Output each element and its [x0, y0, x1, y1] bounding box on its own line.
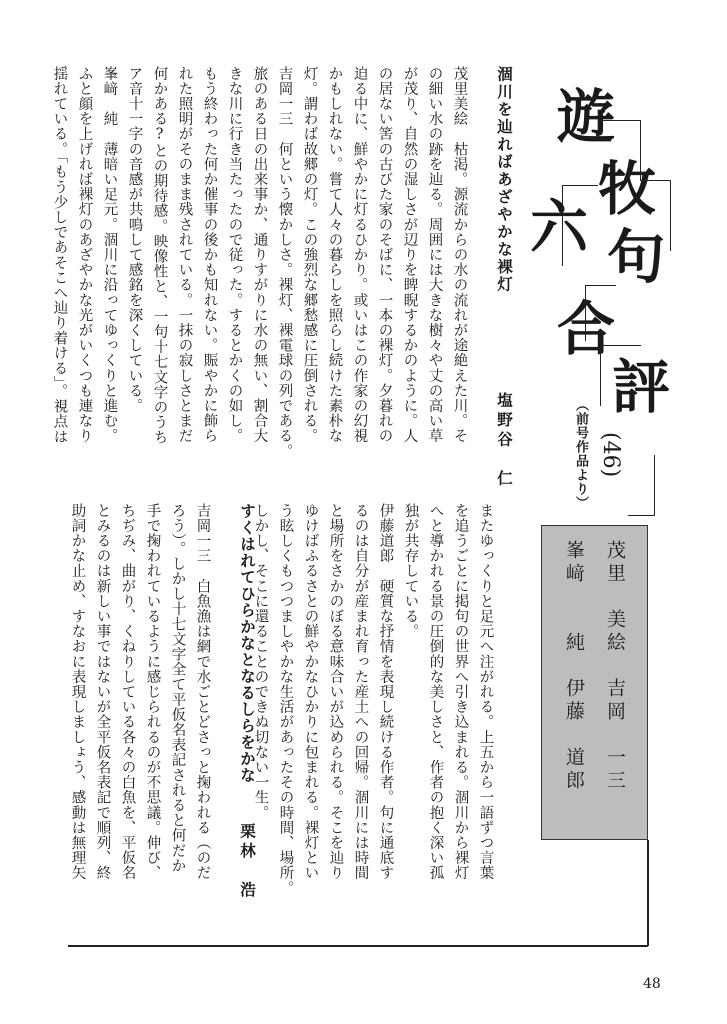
haiku-1: 涸川を辿ればあざやかな裸灯: [495, 66, 513, 294]
title-bracket-4: [585, 285, 616, 341]
commentary-1-line: かもしれない。嘗て人々の暮らしを照らし続けた素朴な: [326, 66, 343, 444]
haiku-1-poet: 塩野谷 仁: [495, 392, 513, 490]
title-bracket-1: [600, 120, 641, 181]
title-char-2: 牧: [598, 155, 657, 223]
page-number: 48: [643, 976, 661, 992]
commentary-1-line: 迫る中に、鮮やかに灯るひかり。或いはこの作家の幻視: [351, 66, 368, 444]
title-char-1: 遊: [557, 83, 616, 151]
commentary-3-line: 助詞かな止め、すなおに表現しましょう、感動は無理矢: [69, 503, 86, 881]
title-bracket-6: [628, 455, 655, 516]
commentary-1-line: 茂里美絵 枯渇。源流からの水の流れが途絶えた川。そ: [451, 66, 468, 444]
commentary-3-line: ちぢみ、曲がり、くねりしている各々の白魚を、平仮名: [119, 503, 136, 881]
haiku-2: すくはれてひらかなとなるしらをかな: [238, 503, 256, 784]
commentary-2-line: 独が共存している。: [402, 503, 419, 639]
commentary-1-line: もう終わった何か催事の後かも知れない。賑やかに飾ら: [201, 66, 218, 444]
author-names-line-2: 峯﨑 純 伊藤 道郎: [563, 540, 585, 793]
commentary-1-line: 灯。謂わば故郷の灯。この強烈な郷愁感に圧倒される。: [301, 66, 318, 444]
commentary-1-line: 峯﨑 純 薄暗い足元。涸川に沿ってゆっくりと進む。: [101, 66, 118, 444]
commentary-3-line: とみるのは新しい事ではないが全平仮名表記で順列、終: [94, 503, 111, 881]
author-names-line-1: 茂里 美絵 吉岡 一三: [604, 540, 626, 793]
commentary-2-line: またゆっくりと足元へ注がれる。上五から一語ずつ言葉: [477, 503, 494, 881]
commentary-1-line: の居ない筈の古びた家のそばに、一本の裸灯。夕暮れの: [376, 66, 393, 444]
title-bracket-2: [640, 180, 671, 251]
title-bracket-5: [600, 345, 641, 406]
commentary-1-line: れた照明がそのまま残されている。一抹の寂しさとまだ: [176, 66, 193, 444]
commentary-1-line: きな川に行き当たったので従った。するとかくの如し。: [226, 66, 243, 444]
commentary-1-line: の細い水の跡を辿る。周囲には大きな樹々や丈の高い草: [426, 66, 443, 444]
commentary-1-line: ふと顔を上げれば裸灯のあざやかな光がいくつも連なり: [76, 66, 93, 444]
commentary-3-line: ろう）。しかし十七文字全て平仮名表記されると何だか: [169, 503, 186, 874]
author-box: [541, 525, 648, 840]
commentary-1-line: 揺れている。「もう少しであそこへ辿り着ける」。視点は: [51, 66, 68, 445]
commentary-2-line: と場所をさかのぼる意味合いが込められる。そこを辿り: [327, 503, 344, 881]
bottom-rule-tick: [647, 840, 649, 946]
commentary-2-line: ゆけばふるさとの鮮やかなひかりに包まれる。裸灯とい: [302, 503, 319, 881]
title-char-3: 句: [607, 223, 666, 291]
commentary-2-line: を追うごとに掲句の世界へ引き込まれる。涸川から裸灯: [452, 503, 469, 881]
bottom-rule: [68, 945, 648, 947]
commentary-2-line: しかし、そこに還ることのできぬ切ない一生。: [252, 503, 269, 821]
commentary-1-line: ア音十一字の音感が共鳴して感銘を深くしている。: [126, 66, 143, 414]
commentary-3-line: 手で掬われているように感じられるのが不思議。伸び、: [144, 503, 161, 881]
title-issue-number: (46): [598, 432, 623, 478]
title-char-6: 合: [557, 295, 616, 363]
haiku-2-poet: 栗林 浩: [238, 823, 256, 901]
commentary-2-line: へと導かれる景の圧倒的な美しさと、作者の抱く深い孤: [427, 503, 444, 881]
commentary-2-line: う眩しくもつつましやかな生活があったその時間、場所。: [277, 503, 294, 896]
commentary-1-line: 何かある?との期待感。映像性と、一句十七文字のうち: [151, 66, 168, 445]
commentary-3-line: 吉岡一三 白魚漁は網で水ごとどさっと掬われる（のだ: [194, 503, 211, 881]
commentary-1-line: 旅のある日の出来事か、通りすがりに水の無い、割合大: [251, 66, 268, 444]
commentary-1-line: 吉岡一三 何という懐かしさ。裸灯、裸電球の列である。: [276, 66, 293, 459]
commentary-2-line: 伊藤道郎 硬質な抒情を表現し続ける作者。句に通底す: [377, 503, 394, 881]
title-bracket-3: [562, 185, 598, 266]
title-char-4: 評: [612, 353, 671, 421]
title-char-5: 六: [530, 193, 589, 261]
commentary-1-line: が茂り、自然の湿しさが辺りを睥睨するかのように。人: [401, 66, 418, 444]
commentary-2-line: るのは自分が産まれ育った産土への回帰。涸川には時間: [352, 503, 369, 881]
title-subtitle: （前号作品より）: [573, 398, 588, 510]
